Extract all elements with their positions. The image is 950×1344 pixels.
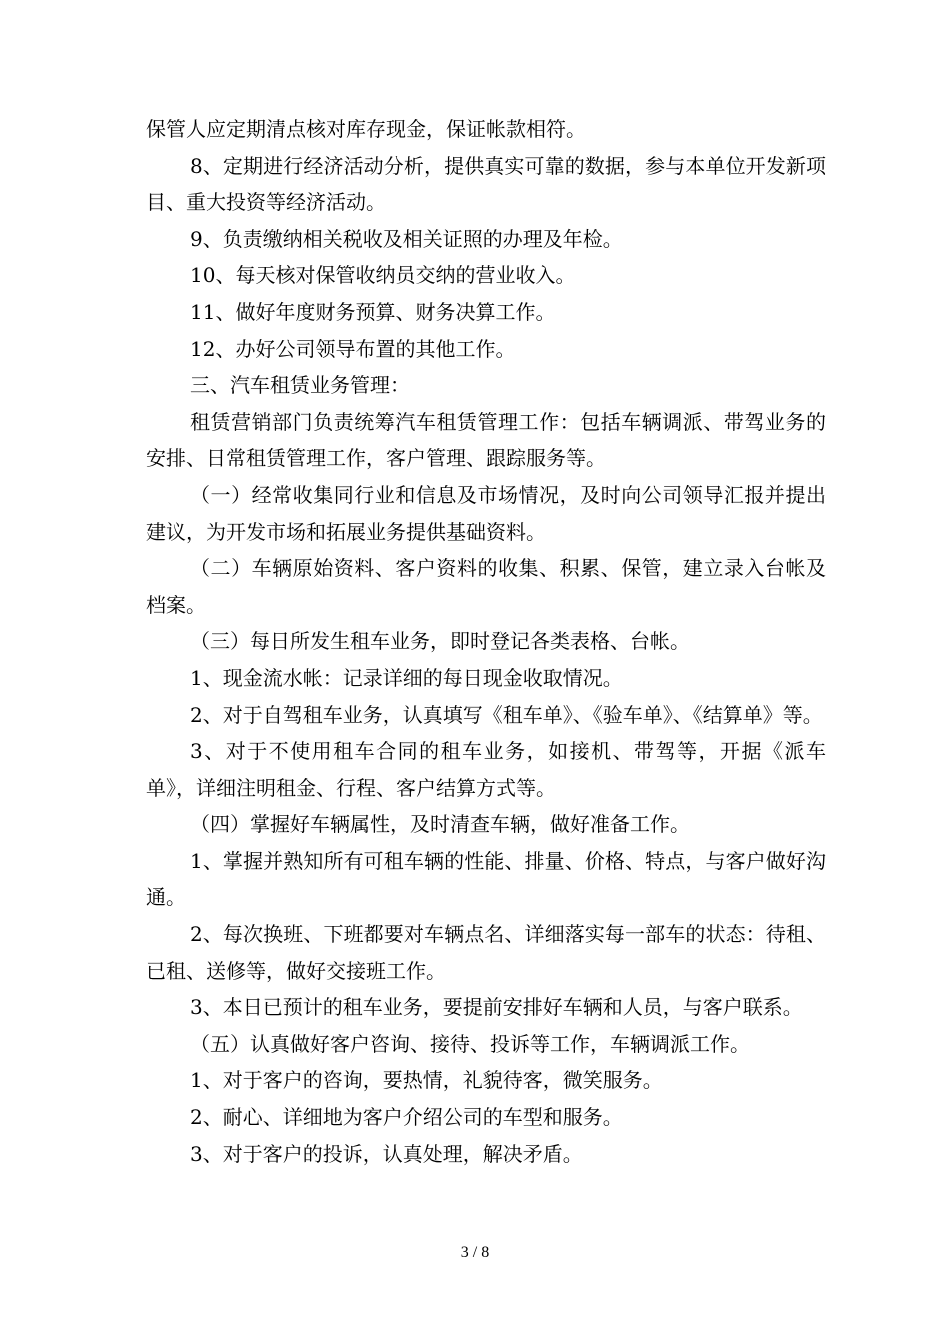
paragraph: 1、对于客户的咨询，要热情，礼貌待客，微笑服务。 xyxy=(190,1068,663,1093)
paragraph: 保管人应定期清点核对库存现金，保证帐款相符。 xyxy=(146,117,586,141)
paragraph: 租赁营销部门负责统筹汽车租赁管理工作：包括车辆调派、带驾业务的安排、日常租赁管理工作，客户管理、跟踪服务等。 xyxy=(146,409,826,471)
page-number: 3 / 8 xyxy=(460,1244,490,1261)
paragraph: 1、掌握并熟知所有可租车辆的性能、排量、价格、特点，与客户做好沟通。 xyxy=(146,848,826,910)
paragraph: 9、负责缴纳相关税收及相关证照的办理及年检。 xyxy=(190,226,623,251)
section-heading: 三、汽车租赁业务管理： xyxy=(190,373,410,398)
paragraph: （三）每日所发生租车业务，即时登记各类表格、台帐。 xyxy=(190,629,690,654)
paragraph: 3、对于不使用租车合同的租车业务，如接机、带驾等，开据《派车单》，详细注明租金、行程、客户结算方式等。 xyxy=(146,739,826,800)
paragraph: 2、对于自驾租车业务，认真填写《租车单》、《验车单》、《结算单》等。 xyxy=(190,702,823,727)
paragraph: 2、耐心、详细地为客户介绍公司的车型和服务。 xyxy=(190,1105,623,1130)
body-text xyxy=(146,111,826,1172)
paragraph: （五）认真做好客户咨询、接待、投诉等工作，车辆调派工作。 xyxy=(190,1031,750,1056)
paragraph: 2、每次换班、下班都要对车辆点名、详细落实每一部车的状态：待租、已租、送修等，做好交接班工作。 xyxy=(146,922,826,983)
paragraph: 8、定期进行经济活动分析，提供真实可靠的数据，参与本单位开发新项目、重大投资等经济活动。 xyxy=(146,153,826,215)
paragraph: （二）车辆原始资料、客户资料的收集、积累、保管，建立录入台帐及档案。 xyxy=(146,556,826,617)
paragraph: 3、对于客户的投诉，认真处理，解决矛盾。 xyxy=(190,1141,583,1166)
paragraph: （一）经常收集同行业和信息及市场情况，及时向公司领导汇报并提出建议，为开发市场和拓展业务提供基础资料。 xyxy=(146,482,826,544)
paragraph: 10、每天核对保管收纳员交纳的营业收入。 xyxy=(190,263,576,288)
paragraph: 11、做好年度财务预算、财务决算工作。 xyxy=(190,299,556,324)
paragraph: 3、本日已预计的租车业务，要提前安排好车辆和人员，与客户联系。 xyxy=(190,995,803,1020)
paragraph: （四）掌握好车辆属性，及时清查车辆，做好准备工作。 xyxy=(190,812,690,837)
paragraph: 1、现金流水帐：记录详细的每日现金收取情况。 xyxy=(190,665,623,690)
paragraph: 12、办好公司领导布置的其他工作。 xyxy=(190,336,516,361)
